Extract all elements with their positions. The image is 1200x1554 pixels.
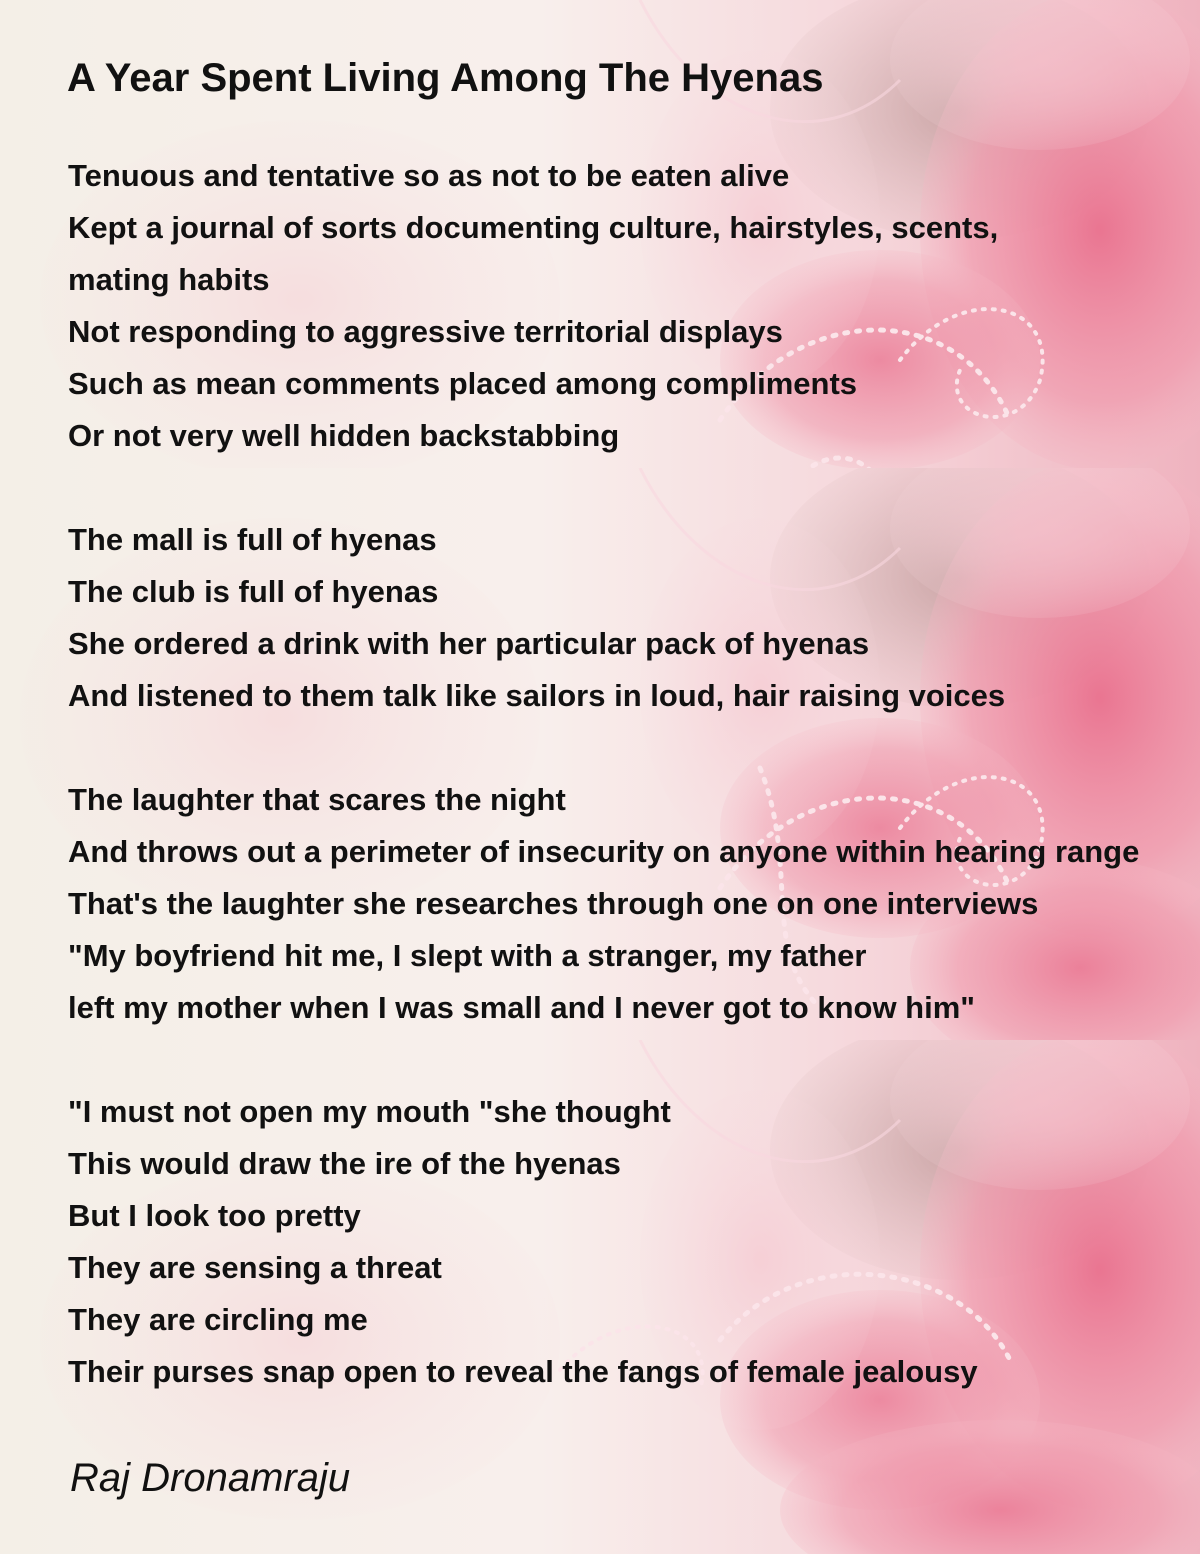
poem-line: The mall is full of hyenas — [68, 522, 437, 557]
poem-line: Or not very well hidden backstabbing — [68, 418, 620, 453]
poem-line: They are circling me — [68, 1302, 368, 1337]
poem-line: "My boyfriend hit me, I slept with a stranger, my father — [68, 938, 867, 973]
poem-line: And throws out a perimeter of insecurity on anyone within hearing range — [68, 834, 1140, 869]
poem-line: But I look too pretty — [68, 1198, 361, 1233]
poem-line: The laughter that scares the night — [68, 782, 566, 817]
stanza — [68, 774, 1139, 1034]
poem-line: "I must not open my mouth "she thought — [68, 1094, 671, 1129]
poem-line: Such as mean comments placed among compliments — [68, 366, 858, 401]
stanza — [68, 514, 1005, 722]
poem-title: A Year Spent Living Among The Hyenas — [67, 56, 824, 100]
poem-line: She ordered a drink with her particular pack of hyenas — [68, 626, 870, 661]
poem-line: Their purses snap open to reveal the fangs of female jealousy — [68, 1354, 978, 1389]
poem-line: mating habits — [68, 262, 270, 297]
poem-line: Tenuous and tentative so as not to be eaten alive — [68, 158, 790, 193]
poem-line: That's the laughter she researches through one on one interviews — [68, 886, 1039, 921]
poem-line: They are sensing a threat — [68, 1250, 442, 1285]
poem-line: The club is full of hyenas — [68, 574, 439, 609]
stanza — [68, 1086, 978, 1398]
poem-line: Not responding to aggressive territorial displays — [68, 314, 783, 349]
poem-line: And listened to them talk like sailors in loud, hair raising voices — [68, 678, 1006, 713]
poem-author: Raj Dronamraju — [70, 1456, 351, 1500]
poem-line: left my mother when I was small and I never got to know him" — [68, 990, 975, 1025]
poem-line: This would draw the ire of the hyenas — [68, 1146, 621, 1181]
poem-line: Kept a journal of sorts documenting culture, hairstyles, scents, — [68, 210, 999, 245]
stanza — [68, 150, 998, 462]
